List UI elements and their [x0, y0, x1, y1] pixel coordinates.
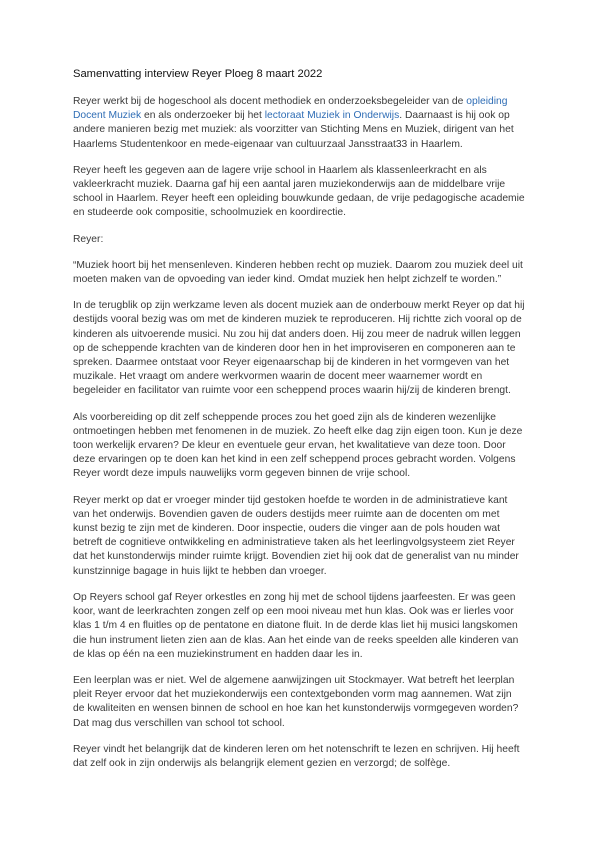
intro-text-1: Reyer werkt bij de hogeschool als docent methodiek en onderzoeksbegeleider van de — [73, 96, 467, 107]
opleiding-docent-muziek-link[interactable]: opleiding Docent Muziek — [73, 96, 508, 122]
preparation-paragraph: Als voorbereiding op dit zelf scheppende proces zou het goed zijn als de kinderen wezenlijke ontmoetingen hebben met fenomenen in de muziek. Zo heeft elke dag zijn eigen toon. Kun je deze toon werkelijk ervaren? De kleur en eventuele geur ervan, het kwalitatieve van deze toon. Door deze ervaringen op te doen kan het kind in een zelf scheppend proces gebracht worden. Volgens Reyer wordt deze impuls nauwelijks vorm gegeven binnen de vrije school. — [73, 411, 523, 480]
speaker-label: Reyer: — [73, 233, 104, 245]
intro-paragraph — [73, 95, 525, 152]
retrospect-paragraph: In de terugblik op zijn werkzame leven als docent muziek aan de onderbouw merkt Reyer op dat hij destijds vooral bezig was om met de kinderen muziek te reproduceren. Hij richtte zich vooral op de kinderen als uitvoerende musici. Nu zou hij dat anders doen. Hij zou meer de nadruk willen leggen op de scheppende krachten van de kinderen door hen in het improviseren en componeren aan te spreken. Daarmee ontstaat voor Reyer eigenaarschap bij de kinderen in het vormgeven van het muzikale. Het vraagt om andere werkvormen waarin de docent meer waarnemer wordt en begeleider en facilitator van ruimte voor een scheppend proces waarin hij/zij de kinderen brengt. — [73, 300, 525, 397]
lectoraat-muziek-link[interactable]: lectoraat Muziek in Onderwijs — [264, 110, 400, 122]
curriculum-paragraph: Een leerplan was er niet. Wel de algemene aanwijzingen uit Stockmayer. Wat betreft het leerplan pleit Reyer ervoor dat het muziekonderwijs een contextgebonden vorm mag aannemen. Wat zijn de kwaliteiten en wensen binnen de school en hoe kan het kunstonderwijs vormgegeven worden? Dat mag dus verschillen van school tot school. — [73, 674, 519, 729]
notation-paragraph: Reyer vindt het belangrijk dat de kinderen leren om het notenschrift te lezen en schrijven. Hij heeft dat zelf ook in zijn onderwijs als belangrijk element gezien en verzorgd; de solfège. — [73, 743, 520, 769]
quote-paragraph: “Muziek hoort bij het mensenleven. Kinderen hebben recht op muziek. Daarom zou muziek deel uit moeten maken van de opvoeding van ieder kind. Omdat muziek hen helpt zichzelf te worden.” — [73, 259, 523, 286]
intro-text-2: en als onderzoeker bij het — [141, 110, 265, 122]
intro-text-3: . Daarnaast is hij ook op andere manieren bezig met muziek: als voorzitter van Stichting Mens en Muziek, dirigent van het Haarlems Studentenkoor en mede-eigenaar van cultuurzaal Jansstraat33 in Haarlem. — [73, 110, 514, 150]
administration-paragraph: Reyer merkt op dat er vroeger minder tijd gestoken hoefde te worden in de administratieve kant van het onderwijs. Bovendien gaven de ouders destijds meer ruimte aan de docenten om met kunst bezig te zijn met de kinderen. Door inspectie, ouders die vinger aan de pols houden wat betreft de cognitieve ontwikkeling en administratieve taken als het leerlingvolgsysteem ziet Reyer dat het kunstonderwijs minder ruimte krijgt. Bovendien ziet hij ook dat de generalist van nu minder kunstzinnige bagage in huis lijkt te hebben dan vroeger. — [73, 494, 519, 577]
background-paragraph: Reyer heeft les gegeven aan de lagere vrije school in Haarlem als klassenleerkracht en als vakleerkracht muziek. Daarna gaf hij een aantal jaren muziekonderwijs aan de middelbare vrije school in Haarlem. Reyer heeft een opleiding bouwkunde gedaan, de vrije pedagogische academie en studeerde ook compositie, schoolmuziek en koordirectie. — [73, 164, 525, 219]
document-page — [73, 68, 525, 783]
school-music-paragraph: Op Reyers school gaf Reyer orkestles en zong hij met de school tijdens jaarfeesten. Er was geen koor, want de leerkrachten zongen zelf op een mooi niveau met hun klas. Ook was er lierles voor klas 1 t/m 4 en fluitles op de pentatone en diatone fluit. In de derde klas liet hij musici langskomen die hun instrument lieten zien aan de klas. Aan het einde van de reeks speelden alle kinderen van de klas op één na een muziekinstrument en hadden daar les in. — [73, 591, 519, 660]
page-title: Samenvatting interview Reyer Ploeg 8 maart 2022 — [73, 68, 323, 80]
